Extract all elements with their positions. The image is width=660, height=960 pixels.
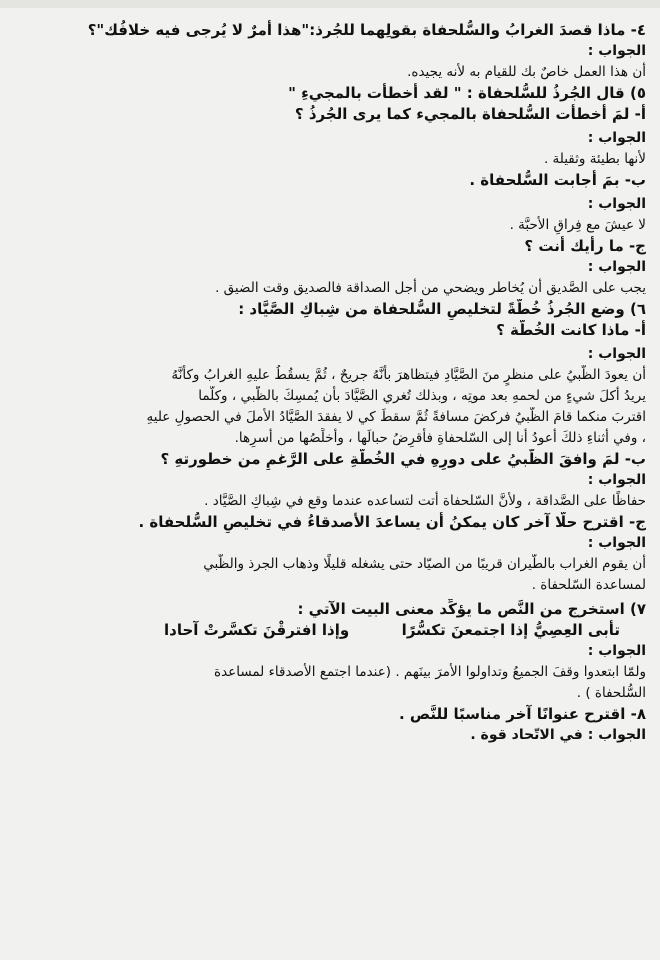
poetry-verse [14,620,646,641]
answer-label: الجواب : [587,196,646,212]
verse-first-hemistich: تأبى العِصِيُّ إذا اجتمعنَ تكسُّرًا [401,621,620,639]
answer-label: الجواب : [587,130,646,146]
answer-paragraph-line: اقتربَ منكما قامَ الظَّبيُ فركضَ مسافةً ثُمَّ سقطَ كي لا يفقدَ الصَّيَّادُ الأملَ في الحصولِ عليهِ [146,409,646,425]
answer-line: الجواب : في الاتّحاد قوة . [470,727,646,743]
answer-label: الجواب : [587,259,646,275]
verse-second-hemistich: وإذا افترقْنَ تكسَّرتْ آحادا [164,621,350,639]
question-8: ٨- اقترح عنوانًا آخر مناسبًا للنَّص . [399,705,646,723]
answer-text: أن هذا العمل خاصٌ بك للقيام به لأنه يجيده. [407,64,646,80]
question-6: ٦) وضع الجُرذُ خُطَّةً لتخليصِ السُّلحفاة من شِباكِ الصَّيَّاد : [238,300,646,318]
question-4: ٤- ماذا قصدَ الغرابُ والسُّلحفاة بقولِهما للجُرذ:"هذا أمرٌ لا يُرجى فيه خلافُك"؟ [87,21,646,39]
answer-paragraph-line: السُّلحفاة ) . [576,685,646,701]
question-5b: ب- بمَ أجابت السُّلحفاة . [469,171,646,189]
answer-label: الجواب : [587,472,646,488]
answer-paragraph-line: ، وفي أثناءِ ذلكَ أعودُ أنا إلى السّلحفاةِ فأقرِضُ حبالَها ، وأخلِّصُها من أسرِها. [234,430,646,446]
question-5c: ج- ما رأيك أنت ؟ [524,237,646,255]
answer-label: الجواب : [587,43,646,59]
answer-text: لا عيشَ مع فِراقِ الأحبَّة . [509,217,646,233]
answer-paragraph-line: يريدُ أكلَ شيءٍ من لحمهِ بعد موتِه ، وبذلك تُغري الصَّيَّادَ بأن يُمسِكَ بالظَّبي ، وكلَّما [198,388,646,404]
answer-label: الجواب : [587,346,646,362]
answer-paragraph-line: ولمّا ابتعدوا وقفَ الجميعُ وتداولوا الأمرَ بينَهم . (عندما اجتمع الأصدقاء لمساعدة [214,664,646,680]
question-6c: ج- اقترح حلًّا آخر كان يمكنُ أن يساعدَ الأصدقاءُ في تخليصِ السُّلحفاة . [138,513,646,531]
question-5a: أ- لمَ أخطأت السُّلحفاة بالمجيء كما يرى الجُرذُ ؟ [294,105,646,123]
question-6b: ب- لمَ وافقَ الظَّبيُ على دورِهِ في الخُطَّةِ على الرَّغمِ من خطورتهِ ؟ [160,450,646,468]
answer-paragraph-line: لمساعدة السّلحفاة . [531,577,646,593]
question-5: ٥) قال الجُرذُ للسُّلحفاة : " لقد أخطأت بالمجيءِ " [288,84,646,102]
answer-text: لأنها بطيئة وثقيلة . [543,151,646,167]
top-scan-edge [0,0,660,8]
question-6a: أ- ماذا كانت الخُطَّة ؟ [496,321,646,339]
answer-paragraph-line: أن يعودَ الظَّبيُ على منظرٍ منَ الصَّيَّادِ فيتظاهرَ بأنَّهُ جريحٌ ، ثُمَّ يسقُطُ عليهِ الغرابُ وكأنَّهُ [171,367,646,383]
answer-text: يجب على الصَّديق أن يُخاطر ويضحي من أجل الصداقة فالصديق وقت الضيق . [215,280,646,296]
question-7: ٧) استخرج من النَّص ما يؤكِّد معنى البيت الآتي : [297,600,646,618]
answer-label: الجواب : [587,535,646,551]
answer-paragraph-line: أن يقوم الغراب بالطَّيران قريبًا من الصيّاد حتى يشغله قليلًا وذهاب الجرذ والظَّبي [203,556,646,572]
answer-text: حفاظًا على الصَّداقة ، ولأنَّ السّلحفاة أتت لتساعده عندما وقع في شِباكِ الصَّيَّاد . [204,493,646,509]
answer-label: الجواب : [587,643,646,659]
